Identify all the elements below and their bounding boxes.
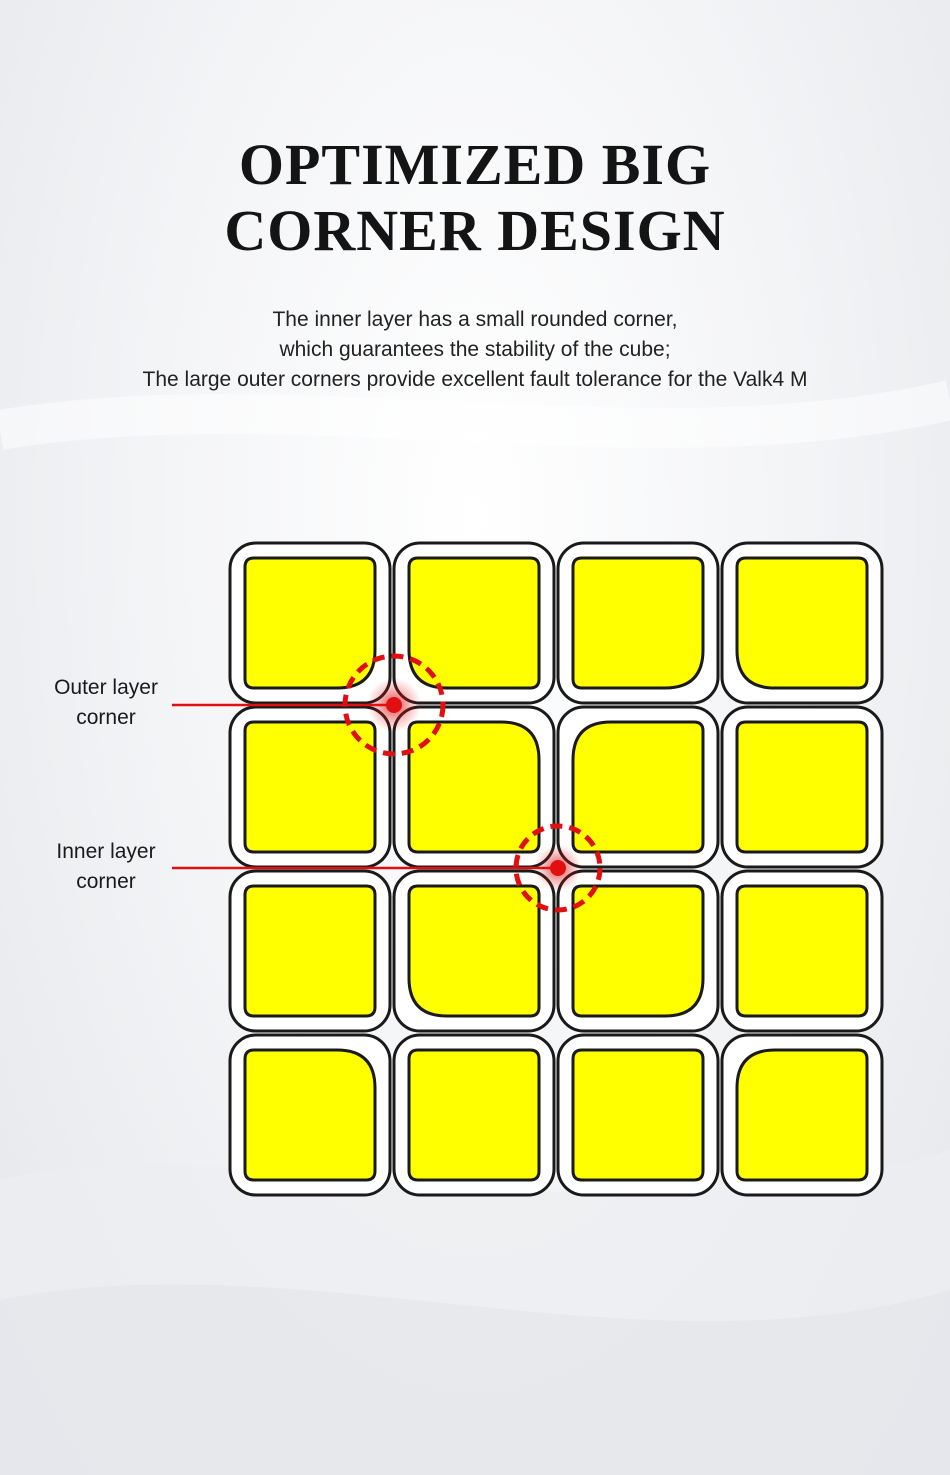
description-line-2: which guarantees the stability of the cube; bbox=[279, 338, 671, 361]
inner-label-line-1: Inner layer bbox=[56, 840, 156, 863]
yellow-sticker bbox=[573, 722, 703, 852]
yellow-sticker bbox=[573, 886, 703, 1016]
yellow-sticker bbox=[737, 558, 867, 688]
yellow-sticker bbox=[409, 886, 539, 1016]
yellow-sticker bbox=[245, 558, 375, 688]
inner-label-line-2: corner bbox=[76, 870, 136, 893]
outer-label-line-1: Outer layer bbox=[54, 676, 158, 699]
description-line-1: The inner layer has a small rounded corner, bbox=[272, 308, 678, 331]
yellow-sticker bbox=[409, 1050, 539, 1180]
title-line-2: CORNER DESIGN bbox=[224, 198, 726, 263]
title-line-1: OPTIMIZED BIG bbox=[238, 132, 712, 197]
yellow-sticker bbox=[573, 558, 703, 688]
yellow-sticker bbox=[573, 1050, 703, 1180]
yellow-sticker bbox=[737, 722, 867, 852]
description-line-3: The large outer corners provide excellent fault tolerance for the Valk4 M bbox=[142, 368, 808, 391]
yellow-sticker bbox=[737, 1050, 867, 1180]
yellow-sticker bbox=[737, 886, 867, 1016]
yellow-sticker bbox=[245, 1050, 375, 1180]
outer-corner-marker-dot bbox=[386, 697, 402, 713]
yellow-sticker bbox=[245, 722, 375, 852]
yellow-sticker bbox=[245, 886, 375, 1016]
inner-corner-marker-dot bbox=[550, 860, 566, 876]
outer-label-line-2: corner bbox=[76, 706, 136, 729]
